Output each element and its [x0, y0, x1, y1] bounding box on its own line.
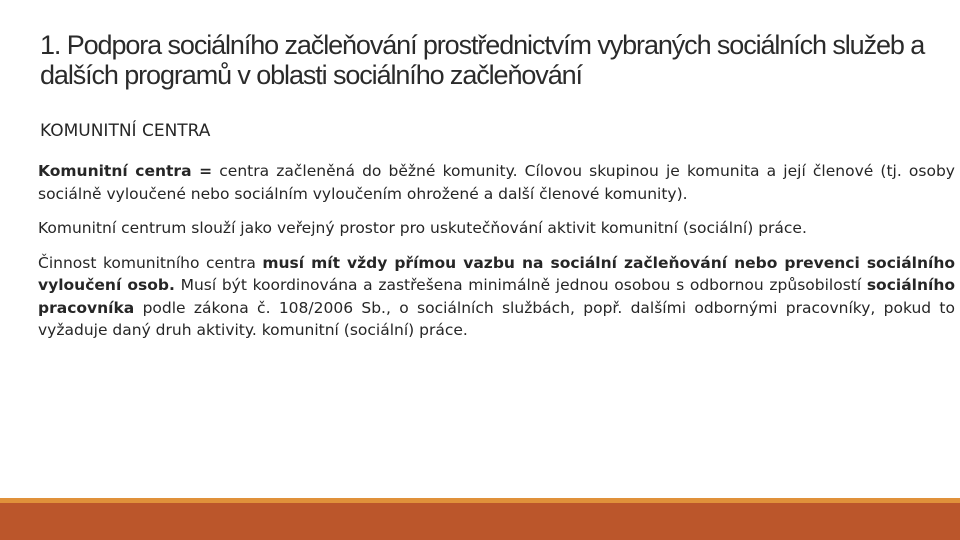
- activity-bold-2: sociálního pracovníka: [38, 276, 956, 317]
- definition-text: centra začleněná do běžné komunity. Cílovou skupinou je komunita a její členové (tj. osoby sociálně vyloučené nebo sociálním vyloučením ohrožené a další členové komunity).: [38, 162, 955, 203]
- paragraph-definition: [38, 160, 955, 205]
- section-heading: KOMUNITNÍ CENTRA: [40, 121, 211, 141]
- activity-text-1: Činnost komunitního centra: [38, 253, 263, 272]
- definition-term: Komunitní centra =: [38, 162, 213, 180]
- footer-bar: [0, 503, 960, 540]
- slide-title: 1. Podpora sociálního začleňování prostřednictvím vybraných sociálních služeb a dalších programů v oblasti sociálního začleňování: [40, 30, 925, 90]
- activity-text-3: podle zákona č. 108/2006 Sb., o sociálních službách, popř. dalšími odbornými pracovníky, pokud to vyžaduje daný druh aktivity. komunitní (sociální) práce.: [38, 298, 955, 339]
- activity-text-2: Musí být koordinována a zastřešena minimálně jednou osobou s odbornou způsobilostí: [174, 276, 867, 294]
- paragraph-purpose: [38, 217, 955, 240]
- paragraph-activity: [38, 252, 955, 342]
- slide-content: [38, 160, 955, 354]
- activity-bold-1: musí mít vždy přímou vazbu na sociální začleňování nebo prevenci sociálního vyloučení osob.: [38, 253, 955, 294]
- purpose-text: Komunitní centrum slouží jako veřejný prostor pro uskutečňování aktivit komunitní (sociální) práce.: [38, 219, 807, 237]
